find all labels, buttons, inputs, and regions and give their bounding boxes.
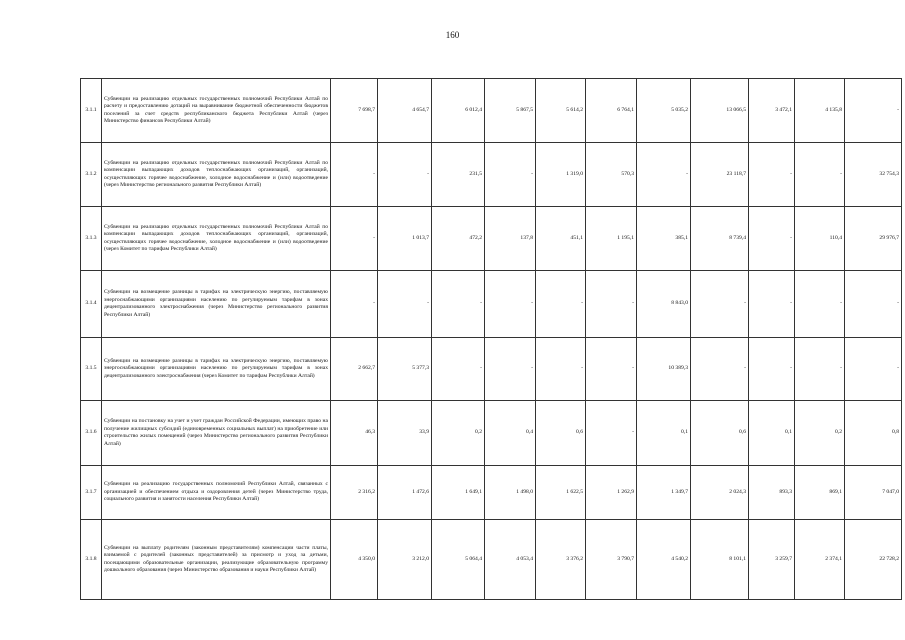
value-cell: 1 262,9 [586, 466, 637, 520]
row-code: 3.1.6 [81, 401, 102, 466]
value-cell: 4 135,8 [795, 79, 845, 143]
value-cell: - [331, 143, 378, 207]
table-row [81, 207, 902, 271]
value-cell: - [845, 338, 902, 401]
value-cell: - [536, 271, 586, 338]
table-row [81, 466, 902, 520]
value-cell: - [749, 207, 795, 271]
value-cell: 1 622,5 [536, 466, 586, 520]
value-cell: 8 843,0 [637, 271, 691, 338]
value-cell: - [795, 271, 845, 338]
value-cell: 472,2 [432, 207, 485, 271]
value-cell: 385,1 [637, 207, 691, 271]
value-cell: 6 764,1 [586, 79, 637, 143]
row-description: Субвенции на реализацию отдельных государственных полномочий Республики Алтай по компенсации выпадающих доходов теплоснабжающих организаций, организаций, осуществляющих горячее водоснабжение, холодное водоснабжение и (или) водоотведение (через Министерство регионального развития Республики Алтай) [102, 143, 331, 207]
value-cell: 231,5 [432, 143, 485, 207]
value-cell: - [485, 271, 536, 338]
value-cell: - [331, 207, 378, 271]
value-cell: 0,6 [536, 401, 586, 466]
value-cell: 4 053,4 [485, 520, 536, 600]
value-cell: 5 377,3 [378, 338, 432, 401]
value-cell: - [637, 143, 691, 207]
row-description: Субвенции на выплату родителям (законным представителям) компенсации части платы, взимаемой с родителей (законных представителей) за присмотр и уход за детьми, посещающими образовательные организации, реализующие образовательную программу дошкольного образования (через Министерство образования и науки Республики Алтай) [102, 520, 331, 600]
row-code: 3.1.3 [81, 207, 102, 271]
value-cell: 7 698,7 [331, 79, 378, 143]
value-cell: 3 212,0 [378, 520, 432, 600]
value-cell: 3 259,7 [749, 520, 795, 600]
value-cell: 2 024,3 [691, 466, 749, 520]
page-number: 160 [445, 30, 460, 40]
row-description: Субвенции на реализацию отдельных государственных полномочий Республики Алтай по расчету и предоставлению дотаций на выравнивание бюджетной обеспеченности бюджетов поселений за счет средств республиканского бюджета Республики Алтай (через Министерство финансов Республики Алтай) [102, 79, 331, 143]
row-description: Субвенции на постановку на учет и учет граждан Российской Федерации, имеющих право на получение жилищных субсидий (единовременных социальных выплат) на приобретение или строительство жилых помещений (через Министерство регионального развития Республики Алтай) [102, 401, 331, 466]
row-code: 3.1.4 [81, 271, 102, 338]
value-cell: 2 374,1 [795, 520, 845, 600]
value-cell: - [795, 338, 845, 401]
row-description: Субвенции на возмещение разницы в тарифах на электрическую энергию, поставляемую энергоснабжающими организациями населению по регулируемым тарифам в зонах децентрализованного электроснабжения (через Комитет по тарифам Республики Алтай) [102, 338, 331, 401]
subvention-table [80, 78, 902, 600]
row-code: 3.1.1 [81, 79, 102, 143]
value-cell: 5 035,2 [637, 79, 691, 143]
value-cell: 3 472,1 [749, 79, 795, 143]
value-cell: 1 013,7 [378, 207, 432, 271]
value-cell: 1 472,6 [378, 466, 432, 520]
value-cell: - [691, 271, 749, 338]
value-cell: 110,4 [795, 207, 845, 271]
row-code: 3.1.8 [81, 520, 102, 600]
row-code: 3.1.2 [81, 143, 102, 207]
value-cell: 4 350,0 [331, 520, 378, 600]
value-cell: 6 012,4 [432, 79, 485, 143]
value-cell: - [432, 338, 485, 401]
value-cell: 10 389,3 [637, 338, 691, 401]
value-cell: 13 066,5 [691, 79, 749, 143]
value-cell: 5 867,5 [485, 79, 536, 143]
table-row [81, 338, 902, 401]
value-cell: - [795, 143, 845, 207]
value-cell: 570,3 [586, 143, 637, 207]
value-cell: 893,3 [749, 466, 795, 520]
value-cell: 137,8 [485, 207, 536, 271]
row-code: 3.1.5 [81, 338, 102, 401]
value-cell: 0,2 [432, 401, 485, 466]
value-cell: 29 976,7 [845, 207, 902, 271]
value-cell: - [378, 143, 432, 207]
value-cell: 22 728,2 [845, 520, 902, 600]
value-cell: - [749, 338, 795, 401]
value-cell: - [845, 79, 902, 143]
value-cell: 0,1 [637, 401, 691, 466]
value-cell: 0,2 [795, 401, 845, 466]
row-description: Субвенции на реализацию государственных полномочий Республики Алтай, связанных с организацией и обеспечением отдыха и оздоровления детей (через Министерство труда, социального развития и занятости населения Республики Алтай) [102, 466, 331, 520]
value-cell: 46,3 [331, 401, 378, 466]
table-row [81, 401, 902, 466]
table-row [81, 520, 902, 600]
value-cell: - [432, 271, 485, 338]
value-cell: 0,4 [485, 401, 536, 466]
value-cell: 32 754,3 [845, 143, 902, 207]
value-cell: 3 376,2 [536, 520, 586, 600]
table-body [81, 79, 902, 600]
table-row [81, 271, 902, 338]
value-cell: 1 498,0 [485, 466, 536, 520]
value-cell: - [691, 338, 749, 401]
value-cell: - [485, 338, 536, 401]
value-cell: 2 316,2 [331, 466, 378, 520]
value-cell: 451,1 [536, 207, 586, 271]
value-cell: - [586, 271, 637, 338]
value-cell: 4 540,2 [637, 520, 691, 600]
value-cell: 869,1 [795, 466, 845, 520]
value-cell: 8 101,1 [691, 520, 749, 600]
value-cell: 23 118,7 [691, 143, 749, 207]
value-cell: - [845, 271, 902, 338]
value-cell: 0,1 [749, 401, 795, 466]
value-cell: 33,9 [378, 401, 432, 466]
value-cell: 7 047,0 [845, 466, 902, 520]
value-cell: 8 739,4 [691, 207, 749, 271]
value-cell: - [378, 271, 432, 338]
value-cell: - [586, 401, 637, 466]
value-cell: - [586, 338, 637, 401]
table-row [81, 143, 902, 207]
value-cell: 2 662,7 [331, 338, 378, 401]
value-cell: - [331, 271, 378, 338]
value-cell: 1 319,0 [536, 143, 586, 207]
value-cell: - [749, 143, 795, 207]
value-cell: - [749, 271, 795, 338]
row-description: Субвенции на реализацию отдельных государственных полномочий Республики Алтай по компенсации выпадающих доходов теплоснабжающих организаций, организаций, осуществляющих горячее водоснабжение, холодное водоснабжение и (или) водоотведение (через Комитет по тарифам Республики Алтай) [102, 207, 331, 271]
row-description: Субвенции на возмещение разницы в тарифах на электрическую энергию, поставляемую энергоснабжающими организациями населению по регулируемым тарифам в зонах децентрализованного электроснабжения (через Министерство регионального развития Республики Алтай) [102, 271, 331, 338]
value-cell: 0,8 [845, 401, 902, 466]
value-cell: 1 649,1 [432, 466, 485, 520]
value-cell: 0,6 [691, 401, 749, 466]
row-code: 3.1.7 [81, 466, 102, 520]
value-cell: 1 349,7 [637, 466, 691, 520]
table-row [81, 79, 902, 143]
value-cell: 5 614,2 [536, 79, 586, 143]
value-cell: 1 195,1 [586, 207, 637, 271]
value-cell: - [536, 338, 586, 401]
value-cell: 3 790,7 [586, 520, 637, 600]
value-cell: - [485, 143, 536, 207]
value-cell: 4 654,7 [378, 79, 432, 143]
value-cell: 5 064,4 [432, 520, 485, 600]
